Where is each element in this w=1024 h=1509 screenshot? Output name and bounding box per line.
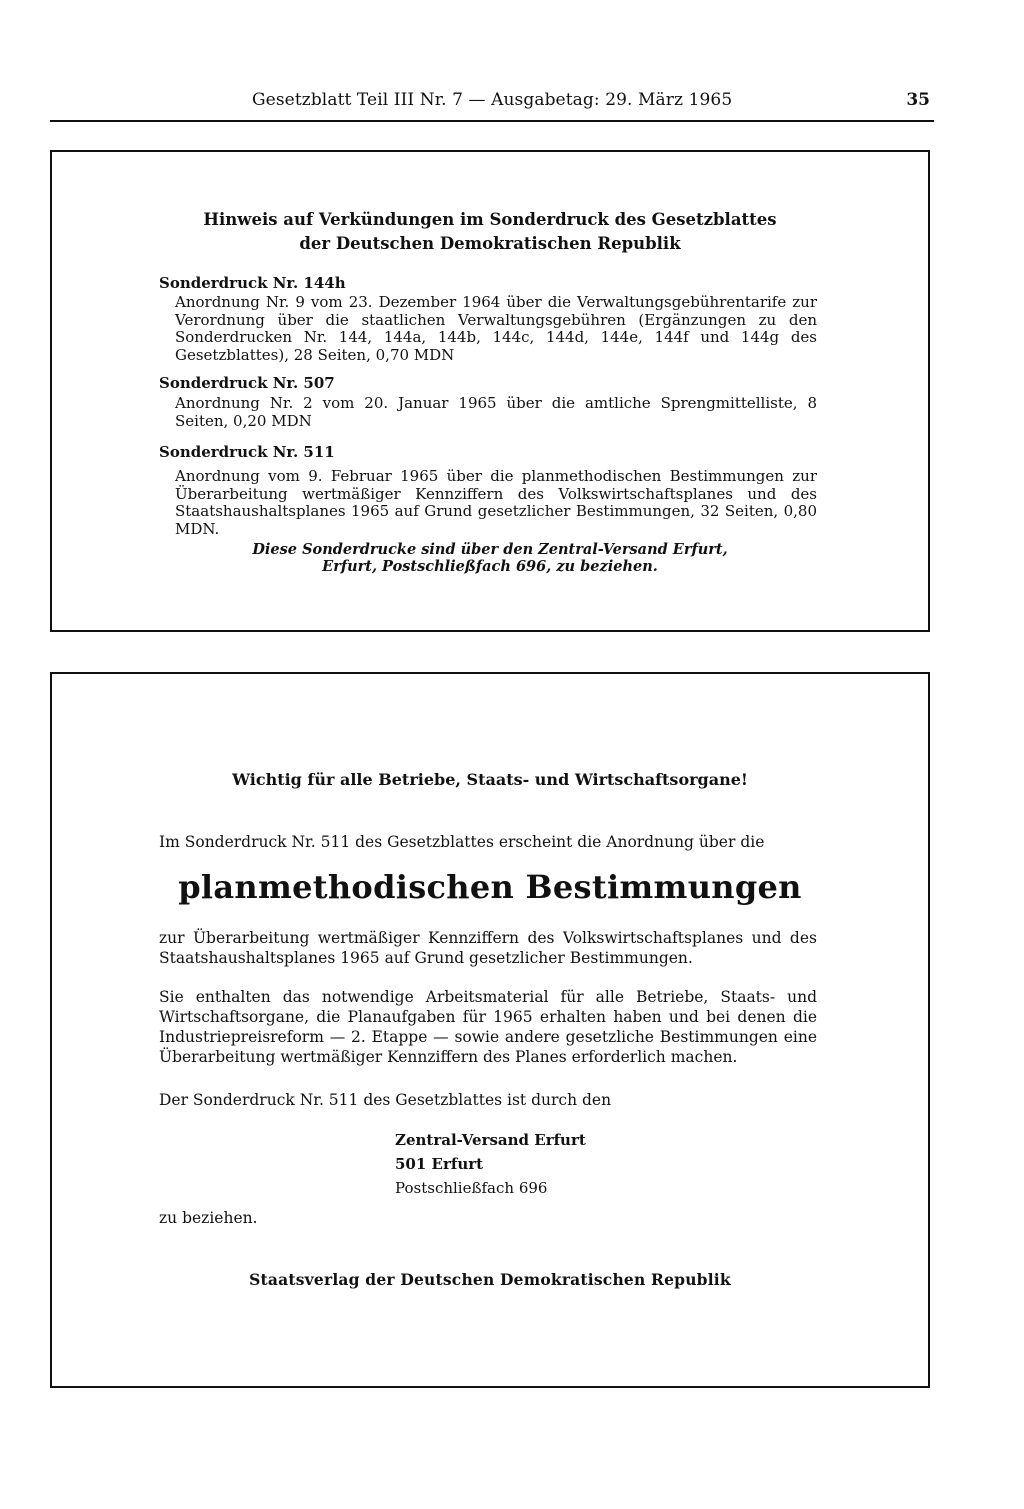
advert-intro: Im Sonderdruck Nr. 511 des Gesetzblattes erscheint die Anordnung über die bbox=[159, 833, 765, 851]
address-block bbox=[395, 1128, 586, 1200]
advert-box bbox=[50, 672, 930, 1388]
running-title: Gesetzblatt Teil III Nr. 7 — Ausgabetag: 29. März 1965 bbox=[252, 90, 733, 110]
advert-paragraph-2: Sie enthalten das notwendige Arbeitsmaterial für alle Betriebe, Staats- und Wirtschaftsorgane, die Planaufgaben für 1965 erhalten haben und bei denen die Industriepreisreform — 2. Etappe — sowie andere gesetzliche Bestimmungen eine Überarbeitung wertmäßiger Kennziffern des Planes erforderlich machen. bbox=[159, 988, 817, 1066]
sonderdruck-text-144h: Anordnung Nr. 9 vom 23. Dezember 1964 über die Verwaltungsgebührentarife zur Verordnung über die staatlichen Verwaltungsgebühren (Ergänzungen zu den Sonderdrucken Nr. 144, 144a, 144b, 144c, 144d, 144e, 144f und 144g des Gesetzblattes), 28 Seiten, 0,70 MDN bbox=[175, 293, 817, 364]
header-rule bbox=[50, 120, 934, 122]
address-line-2: 501 Erfurt bbox=[395, 1155, 484, 1173]
advert-paragraph-1: zur Überarbeitung wertmäßiger Kennziffern des Volkswirtschaftsplanes und des Staatshaushaltsplanes 1965 auf Grund gesetzlicher Bestimmungen. bbox=[159, 929, 817, 967]
sonderdruck-label-511: Sonderdruck Nr. 511 bbox=[159, 443, 335, 461]
announcement-heading-line2: der Deutschen Demokratischen Republik bbox=[299, 234, 681, 253]
notice-line2: Erfurt, Postschließfach 696, zu beziehen. bbox=[322, 558, 658, 575]
advert-title: planmethodischen Bestimmungen bbox=[178, 868, 802, 906]
publisher-line: Staatsverlag der Deutschen Demokratischen Republik bbox=[249, 1270, 731, 1289]
page-number: 35 bbox=[906, 90, 930, 110]
sonderdruck-text-507: Anordnung Nr. 2 vom 20. Januar 1965 über die amtliche Sprengmittelliste, 8 Seiten, 0,20 MDN bbox=[175, 394, 817, 430]
sonderdruck-label-144h: Sonderdruck Nr. 144h bbox=[159, 274, 346, 292]
address-line-1: Zentral-Versand Erfurt bbox=[395, 1131, 586, 1149]
notice-line1: Diese Sonderdrucke sind über den Zentral-Versand Erfurt, bbox=[252, 541, 728, 558]
announcement-heading-line1: Hinweis auf Verkündungen im Sonderdruck des Gesetzblattes bbox=[203, 210, 777, 229]
announcement-box bbox=[50, 150, 930, 632]
advert-closing: zu beziehen. bbox=[159, 1209, 258, 1227]
sonderdruck-label-507: Sonderdruck Nr. 507 bbox=[159, 374, 335, 392]
advert-paragraph-3: Der Sonderdruck Nr. 511 des Gesetzblattes ist durch den bbox=[159, 1091, 612, 1109]
sonderdruck-text-511: Anordnung vom 9. Februar 1965 über die planmethodischen Bestimmungen zur Überarbeitung wertmäßiger Kennziffern des Volkswirtschaftsplanes und des Staatshaushaltsplanes 1965 auf Grund gesetzlicher Bestimmungen, 32 Seiten, 0,80 MDN. bbox=[175, 467, 817, 538]
address-line-3: Postschließfach 696 bbox=[395, 1179, 548, 1197]
advert-heading: Wichtig für alle Betriebe, Staats- und Wirtschaftsorgane! bbox=[232, 770, 748, 789]
page-header bbox=[50, 90, 934, 114]
